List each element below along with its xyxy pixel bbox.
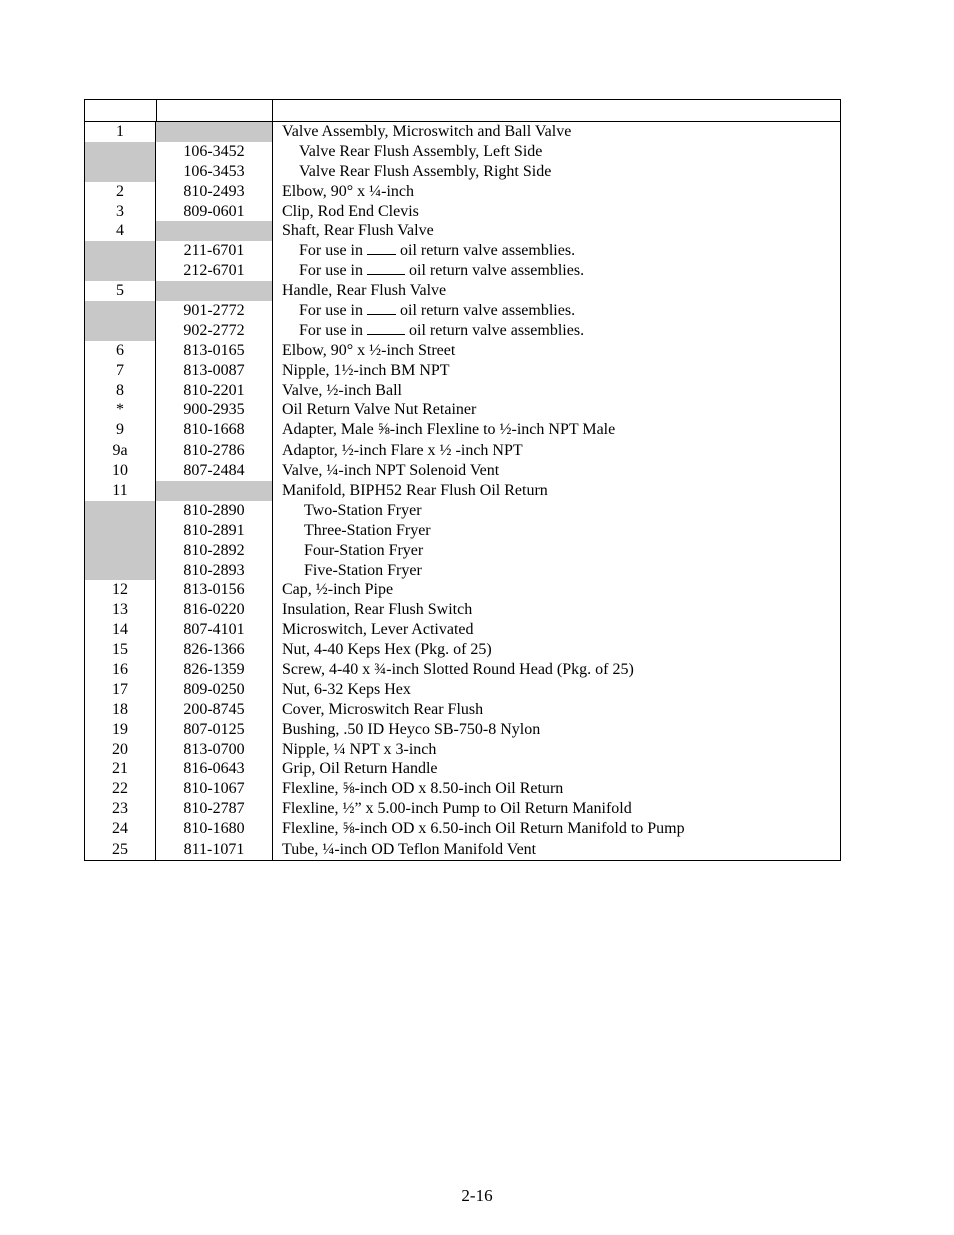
table-row bbox=[85, 740, 840, 760]
table-row bbox=[85, 600, 840, 620]
part-number-cell: 901-2772 bbox=[156, 301, 273, 321]
table-row bbox=[85, 321, 840, 341]
description-cell: Oil Return Valve Nut Retainer bbox=[282, 401, 477, 419]
item-number-cell: 5 bbox=[85, 281, 156, 301]
description-cell: Adaptor, ½-inch Flare x ½ -inch NPT bbox=[282, 442, 523, 460]
table-row bbox=[85, 759, 840, 779]
description-cell bbox=[282, 321, 840, 341]
table-row bbox=[85, 561, 840, 581]
item-number-cell bbox=[85, 261, 156, 281]
table-row bbox=[85, 221, 840, 241]
description-cell: Manifold, BIPH52 Rear Flush Oil Return bbox=[282, 481, 548, 499]
part-number-cell: 810-2787 bbox=[156, 799, 273, 819]
table-row bbox=[85, 202, 840, 222]
table-row bbox=[85, 420, 840, 441]
item-number-cell: 8 bbox=[85, 381, 156, 401]
item-number-cell: 4 bbox=[85, 221, 156, 241]
part-number-cell: 810-2201 bbox=[156, 381, 273, 401]
description-cell: Valve, ½-inch Ball bbox=[282, 381, 402, 399]
part-number-cell: 212-6701 bbox=[156, 261, 273, 281]
table-row bbox=[85, 779, 840, 799]
part-number-cell: 810-2786 bbox=[156, 441, 273, 461]
part-number-cell: 810-1680 bbox=[156, 819, 273, 840]
part-number-cell: 211-6701 bbox=[156, 241, 273, 261]
description-cell: Valve Rear Flush Assembly, Left Side bbox=[299, 142, 543, 160]
part-number-cell: 813-0156 bbox=[156, 580, 273, 600]
description-cell bbox=[282, 241, 840, 261]
description-cell: Elbow, 90° x ¼-inch bbox=[282, 182, 415, 200]
item-number-cell bbox=[85, 162, 156, 182]
part-number-cell: 816-0643 bbox=[156, 759, 273, 779]
description-cell: Shaft, Rear Flush Valve bbox=[282, 222, 434, 240]
item-number-cell bbox=[85, 541, 156, 561]
item-number-cell: 10 bbox=[85, 461, 156, 481]
description-suffix: oil return valve assemblies. bbox=[400, 302, 576, 320]
description-prefix: For use in bbox=[299, 321, 363, 339]
table-row bbox=[85, 461, 840, 481]
part-number-cell: 810-2893 bbox=[156, 561, 273, 581]
table-row bbox=[85, 381, 840, 401]
description-cell: Nipple, ¼ NPT x 3-inch bbox=[282, 740, 437, 758]
table-row bbox=[85, 580, 840, 600]
table-row bbox=[85, 281, 840, 301]
part-number-cell: 807-4101 bbox=[156, 620, 273, 640]
table-header-row bbox=[85, 100, 840, 122]
description-prefix: For use in bbox=[299, 262, 363, 280]
description-cell: Flexline, ½” x 5.00-inch Pump to Oil Return Manifold bbox=[282, 800, 632, 818]
description-cell: Insulation, Rear Flush Switch bbox=[282, 601, 473, 619]
part-number-cell: 810-2493 bbox=[156, 182, 273, 202]
description-cell: Valve Rear Flush Assembly, Right Side bbox=[299, 162, 552, 180]
part-number-cell: 106-3453 bbox=[156, 162, 273, 182]
description-cell: Flexline, ⅝-inch OD x 8.50-inch Oil Return bbox=[282, 780, 564, 798]
table-row bbox=[85, 441, 840, 461]
item-number-cell: 23 bbox=[85, 799, 156, 819]
description-cell: Flexline, ⅝-inch OD x 6.50-inch Oil Return Manifold to Pump bbox=[282, 820, 685, 838]
item-number-cell: * bbox=[85, 400, 156, 420]
part-number-cell: 810-1668 bbox=[156, 420, 273, 441]
table-row bbox=[85, 142, 840, 162]
table-row bbox=[85, 241, 840, 261]
description-cell bbox=[282, 261, 840, 281]
fill-in-blank bbox=[367, 321, 405, 335]
table-row bbox=[85, 122, 840, 142]
table-body bbox=[85, 122, 840, 860]
description-suffix: oil return valve assemblies. bbox=[409, 262, 585, 280]
item-number-cell: 24 bbox=[85, 819, 156, 840]
item-number-cell: 14 bbox=[85, 620, 156, 640]
item-number-cell: 15 bbox=[85, 640, 156, 660]
part-number-cell bbox=[156, 122, 273, 142]
item-number-cell: 21 bbox=[85, 759, 156, 779]
item-number-cell bbox=[85, 561, 156, 581]
table-row bbox=[85, 521, 840, 541]
description-prefix: For use in bbox=[299, 242, 363, 260]
description-cell bbox=[282, 301, 840, 321]
table-row bbox=[85, 640, 840, 660]
table-row bbox=[85, 819, 840, 840]
page-number: 2-16 bbox=[461, 1186, 493, 1205]
item-number-cell: 25 bbox=[85, 840, 156, 860]
description-cell: Three-Station Fryer bbox=[304, 521, 431, 539]
table-row bbox=[85, 799, 840, 819]
description-cell: Valve Assembly, Microswitch and Ball Valve bbox=[282, 123, 572, 140]
item-number-cell bbox=[85, 301, 156, 321]
item-number-cell: 9a bbox=[85, 441, 156, 461]
item-number-cell: 1 bbox=[85, 122, 156, 142]
description-cell: Screw, 4-40 x ¾-inch Slotted Round Head (Pkg. of 25) bbox=[282, 660, 634, 678]
item-number-cell bbox=[85, 241, 156, 261]
description-suffix: oil return valve assemblies. bbox=[400, 242, 576, 260]
part-number-cell: 813-0700 bbox=[156, 740, 273, 760]
table-row bbox=[85, 541, 840, 561]
table-row bbox=[85, 400, 840, 420]
part-number-cell: 813-0165 bbox=[156, 341, 273, 361]
table-row bbox=[85, 361, 840, 381]
item-number-cell bbox=[85, 142, 156, 162]
table-row bbox=[85, 700, 840, 720]
description-cell: Adapter, Male ⅝-inch Flexline to ½-inch NPT Male bbox=[282, 421, 616, 439]
part-number-cell bbox=[156, 221, 273, 241]
part-number-cell: 816-0220 bbox=[156, 600, 273, 620]
item-number-cell: 12 bbox=[85, 580, 156, 600]
item-number-cell: 19 bbox=[85, 720, 156, 740]
part-number-cell: 810-2890 bbox=[156, 501, 273, 521]
description-cell: Cap, ½-inch Pipe bbox=[282, 581, 394, 599]
item-number-cell: 11 bbox=[85, 481, 156, 501]
table-row bbox=[85, 620, 840, 640]
part-number-cell: 826-1366 bbox=[156, 640, 273, 660]
table-row bbox=[85, 660, 840, 680]
description-cell: Clip, Rod End Clevis bbox=[282, 202, 419, 220]
table-row bbox=[85, 162, 840, 182]
item-number-cell: 9 bbox=[85, 420, 156, 441]
fill-in-blank bbox=[367, 261, 405, 275]
description-cell: Grip, Oil Return Handle bbox=[282, 760, 438, 778]
table-row bbox=[85, 261, 840, 281]
part-number-cell bbox=[156, 481, 273, 501]
description-cell: Tube, ¼-inch OD Teflon Manifold Vent bbox=[282, 840, 537, 858]
item-number-cell: 6 bbox=[85, 341, 156, 361]
table-row bbox=[85, 341, 840, 361]
parts-table bbox=[84, 99, 841, 861]
part-number-cell: 826-1359 bbox=[156, 660, 273, 680]
part-number-cell: 809-0601 bbox=[156, 202, 273, 222]
description-cell: Four-Station Fryer bbox=[304, 541, 424, 559]
fill-in-blank bbox=[367, 301, 396, 315]
header-part-cell bbox=[156, 100, 273, 121]
fill-in-blank bbox=[367, 241, 396, 255]
description-prefix: For use in bbox=[299, 302, 363, 320]
table-row bbox=[85, 680, 840, 700]
part-number-cell: 813-0087 bbox=[156, 361, 273, 381]
description-cell: Nut, 6-32 Keps Hex bbox=[282, 680, 411, 698]
description-cell: Microswitch, Lever Activated bbox=[282, 621, 474, 639]
item-number-cell bbox=[85, 521, 156, 541]
item-number-cell bbox=[85, 321, 156, 341]
item-number-cell: 22 bbox=[85, 779, 156, 799]
part-number-cell: 809-0250 bbox=[156, 680, 273, 700]
part-number-cell: 807-2484 bbox=[156, 461, 273, 481]
part-number-cell: 810-2891 bbox=[156, 521, 273, 541]
description-cell: Valve, ¼-inch NPT Solenoid Vent bbox=[282, 462, 500, 480]
table-row bbox=[85, 481, 840, 501]
table-row bbox=[85, 501, 840, 521]
description-cell: Nut, 4-40 Keps Hex (Pkg. of 25) bbox=[282, 641, 492, 659]
description-suffix: oil return valve assemblies. bbox=[409, 321, 585, 339]
description-cell: Bushing, .50 ID Heyco SB-750-8 Nylon bbox=[282, 720, 541, 738]
part-number-cell: 810-2892 bbox=[156, 541, 273, 561]
description-cell: Five-Station Fryer bbox=[304, 561, 422, 579]
part-number-cell: 811-1071 bbox=[156, 840, 273, 860]
item-number-cell: 13 bbox=[85, 600, 156, 620]
description-cell: Two-Station Fryer bbox=[304, 501, 422, 519]
table-row bbox=[85, 720, 840, 740]
part-number-cell: 807-0125 bbox=[156, 720, 273, 740]
part-number-cell: 902-2772 bbox=[156, 321, 273, 341]
description-cell: Handle, Rear Flush Valve bbox=[282, 282, 447, 300]
item-number-cell: 2 bbox=[85, 182, 156, 202]
table-row bbox=[85, 301, 840, 321]
item-number-cell: 20 bbox=[85, 740, 156, 760]
item-number-cell: 3 bbox=[85, 202, 156, 222]
part-number-cell: 106-3452 bbox=[156, 142, 273, 162]
description-cell: Cover, Microswitch Rear Flush bbox=[282, 700, 484, 718]
table-row bbox=[85, 840, 840, 860]
item-number-cell: 7 bbox=[85, 361, 156, 381]
header-item-cell bbox=[85, 100, 157, 121]
description-cell: Nipple, 1½-inch BM NPT bbox=[282, 361, 450, 379]
description-cell: Elbow, 90° x ½-inch Street bbox=[282, 341, 456, 359]
item-number-cell: 17 bbox=[85, 680, 156, 700]
part-number-cell: 200-8745 bbox=[156, 700, 273, 720]
part-number-cell bbox=[156, 281, 273, 301]
item-number-cell: 16 bbox=[85, 660, 156, 680]
table-row bbox=[85, 182, 840, 202]
part-number-cell: 810-1067 bbox=[156, 779, 273, 799]
part-number-cell: 900-2935 bbox=[156, 400, 273, 420]
item-number-cell: 18 bbox=[85, 700, 156, 720]
item-number-cell bbox=[85, 501, 156, 521]
